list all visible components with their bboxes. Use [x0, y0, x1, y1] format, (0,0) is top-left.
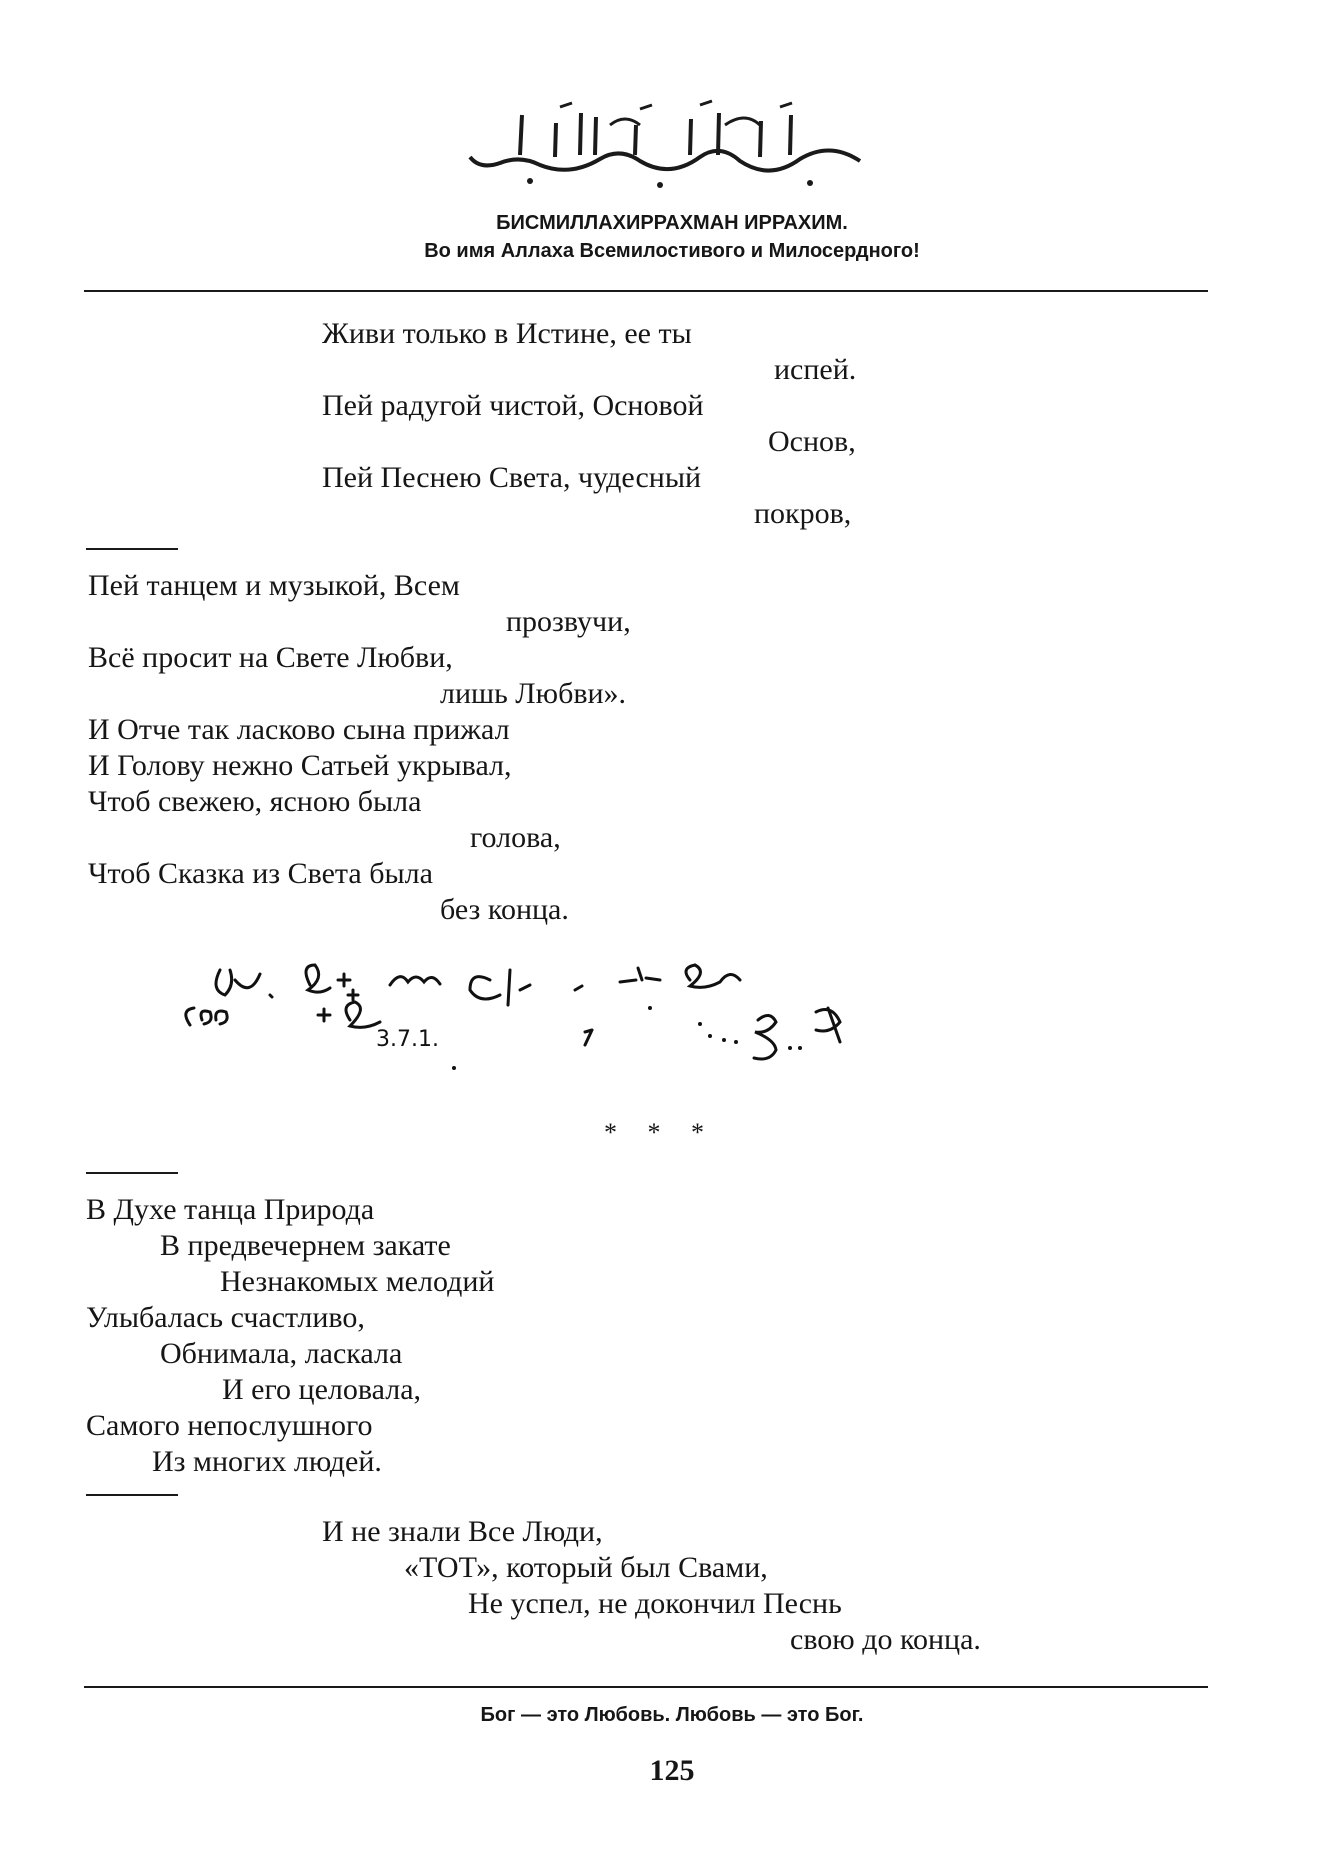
header-subtitle: Во имя Аллаха Всемилостивого и Милосердного!: [424, 240, 920, 262]
poem-line: И его целовала,: [222, 1373, 422, 1406]
poem-line: Чтоб Сказка из Света была: [88, 857, 433, 890]
poem-line: И Голову нежно Сатьей укрывал,: [88, 749, 512, 782]
poem-line: покров,: [754, 497, 852, 530]
poem-line: Основ,: [768, 425, 856, 458]
poem-line: Из многих людей.: [152, 1445, 382, 1478]
poem-line: испей.: [774, 353, 857, 386]
handwritten-signature: [180, 950, 1020, 1090]
poem-line: В Духе танца Природа: [86, 1193, 375, 1226]
page-number: 125: [649, 1754, 695, 1787]
section-divider: [86, 548, 178, 550]
poem-line: свою до конца.: [790, 1623, 981, 1656]
poem-line: без конца.: [440, 893, 569, 926]
poem-line: Самого непослушного: [86, 1409, 373, 1442]
arabic-calligraphy-basmala: [460, 95, 880, 195]
poem-line: Не успел, не докончил Песнь: [468, 1587, 842, 1620]
poem-line: лишь Любви».: [440, 677, 627, 710]
poem-line: голова,: [470, 821, 561, 854]
signature-date: 3.7.1.: [376, 1027, 439, 1052]
poem-line: «ТОТ», который был Свами,: [404, 1551, 768, 1584]
poem-line: Пей радугой чистой, Основой: [322, 389, 704, 422]
poem-line: Улыбалась счастливо,: [86, 1301, 365, 1334]
footer-divider: [84, 1686, 1208, 1688]
poem-line: Незнакомых мелодий: [220, 1265, 495, 1298]
poem-line: Пей танцем и музыкой, Всем: [88, 569, 460, 602]
poem-line: Чтоб свежею, ясною была: [88, 785, 422, 818]
header-divider: [84, 290, 1208, 292]
header-title: БИСМИЛЛАХИРРАХМАН ИРРАХИМ.: [496, 212, 848, 234]
poem-line: Всё просит на Свете Любви,: [88, 641, 453, 674]
poem-line: прозвучи,: [506, 605, 631, 638]
poem-line: В предвечернем закате: [160, 1229, 451, 1262]
poem-line: Пей Песнею Света, чудесный: [322, 461, 702, 494]
section-separator: * * *: [604, 1118, 716, 1147]
poem-line: Живи только в Истине, ее ты: [322, 317, 692, 350]
poem-line: И Отче так ласково сына прижал: [88, 713, 510, 746]
section-divider: [86, 1494, 178, 1496]
section-divider: [86, 1172, 178, 1174]
poem-line: Обнимала, ласкала: [160, 1337, 403, 1370]
footer-motto: Бог — это Любовь. Любовь — это Бог.: [480, 1704, 864, 1726]
poem-line: И не знали Все Люди,: [322, 1515, 603, 1548]
